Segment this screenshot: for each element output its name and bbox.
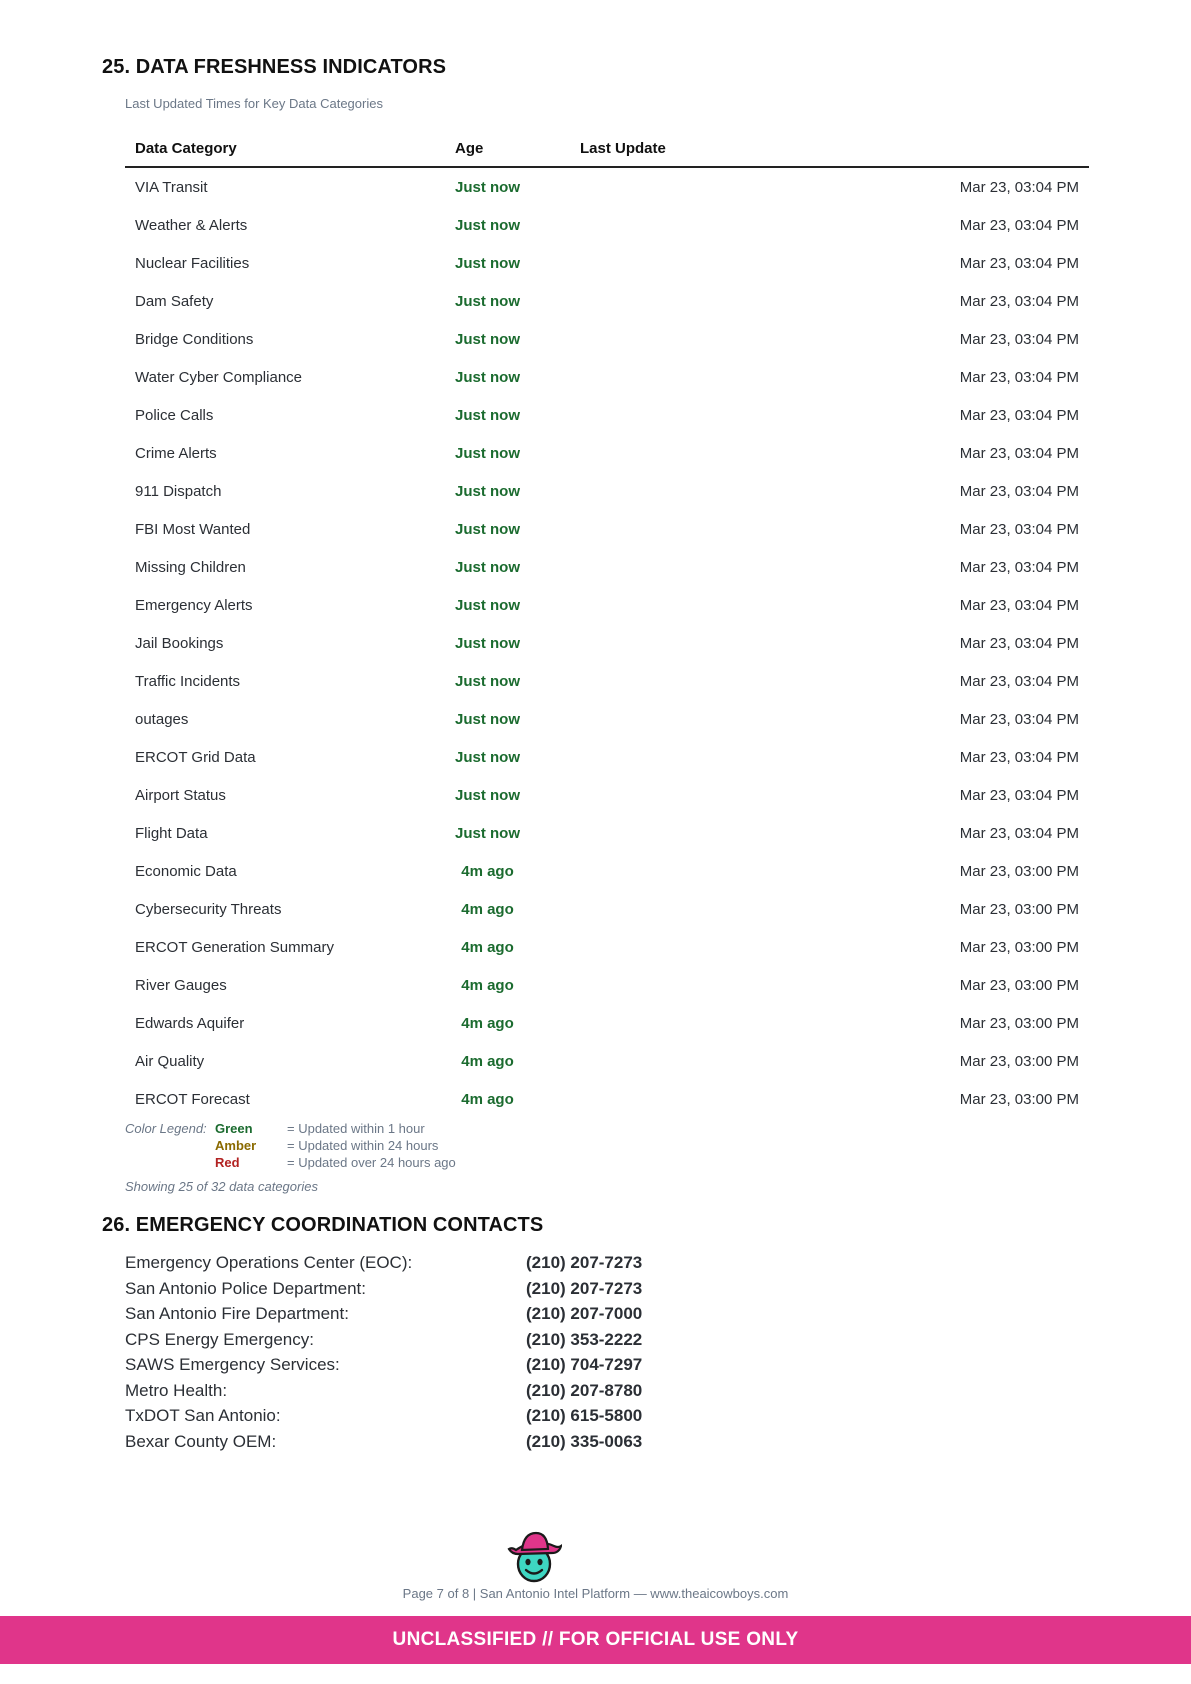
age-cell: Just now [455, 216, 521, 234]
data-category-cell: Missing Children [135, 558, 246, 576]
age-cell: Just now [455, 330, 521, 348]
data-category-cell: Traffic Incidents [135, 672, 241, 690]
table-row [125, 776, 1089, 814]
last-update-cell: Mar 23, 03:04 PM [959, 634, 1079, 652]
last-update-cell: Mar 23, 03:04 PM [959, 824, 1079, 842]
last-update-cell: Mar 23, 03:04 PM [959, 330, 1079, 348]
last-update-cell: Mar 23, 03:04 PM [959, 710, 1079, 728]
data-category-cell: outages [135, 710, 189, 728]
last-update-cell: Mar 23, 03:04 PM [959, 558, 1079, 576]
cowboy-mascot-icon [506, 1527, 562, 1583]
age-cell: 4m ago [461, 862, 514, 880]
table-header-row [125, 134, 1089, 167]
header-last-update: Last Update [570, 134, 1089, 167]
last-update-cell: Mar 23, 03:04 PM [959, 482, 1079, 500]
age-cell: Just now [455, 710, 521, 728]
table-row [125, 624, 1089, 662]
data-category-cell: Economic Data [135, 862, 237, 880]
contact-row [125, 1304, 725, 1330]
data-category-cell: ERCOT Grid Data [135, 748, 256, 766]
data-category-cell: Airport Status [135, 786, 226, 804]
data-category-cell: Water Cyber Compliance [135, 368, 302, 386]
data-category-cell: Police Calls [135, 406, 214, 424]
data-category-cell: Jail Bookings [135, 634, 224, 652]
age-cell: Just now [455, 406, 521, 424]
legend-desc: = Updated within 1 hour [287, 1121, 425, 1136]
data-category-cell: Crime Alerts [135, 444, 217, 462]
contact-name: Bexar County OEM: [125, 1431, 277, 1451]
table-row [125, 966, 1089, 1004]
contact-row [125, 1381, 725, 1407]
data-category-cell: Weather & Alerts [135, 216, 248, 234]
section-26-title: 26. EMERGENCY COORDINATION CONTACTS [102, 1214, 544, 1236]
age-cell: Just now [455, 444, 521, 462]
section-25-subtitle: Last Updated Times for Key Data Categories [125, 96, 383, 111]
last-update-cell: Mar 23, 03:04 PM [959, 596, 1079, 614]
contact-row [125, 1330, 725, 1356]
contact-phone: (210) 615-5800 [526, 1406, 643, 1425]
age-cell: Just now [455, 558, 521, 576]
last-update-cell: Mar 23, 03:00 PM [959, 976, 1079, 994]
contact-phone: (210) 335-0063 [526, 1431, 643, 1451]
data-category-cell: Dam Safety [135, 292, 214, 310]
table-row [125, 662, 1089, 700]
table-row [125, 700, 1089, 738]
age-cell: Just now [455, 520, 521, 538]
table-body [125, 167, 1089, 1118]
data-category-cell: ERCOT Generation Summary [135, 938, 334, 956]
table-row [125, 928, 1089, 966]
last-update-cell: Mar 23, 03:00 PM [959, 862, 1079, 880]
header-data-category: Data Category [125, 134, 445, 167]
last-update-cell: Mar 23, 03:04 PM [959, 672, 1079, 690]
legend-name: Red [215, 1155, 240, 1170]
last-update-cell: Mar 23, 03:04 PM [959, 786, 1079, 804]
contact-phone: (210) 207-8780 [526, 1380, 643, 1400]
last-update-cell: Mar 23, 03:00 PM [959, 1014, 1079, 1032]
table-row [125, 206, 1089, 244]
age-cell: Just now [455, 786, 521, 804]
data-category-cell: VIA Transit [135, 178, 208, 196]
age-cell: 4m ago [461, 1014, 514, 1032]
age-cell: Just now [455, 254, 521, 272]
contact-phone: (210) 704-7297 [526, 1355, 643, 1374]
table-row [125, 548, 1089, 586]
data-category-cell: Flight Data [135, 824, 208, 842]
table-row [125, 244, 1089, 282]
page-footer: Page 7 of 8 | San Antonio Intel Platform — www.theaicowboys.com [402, 1586, 789, 1601]
contact-row [125, 1432, 725, 1458]
contact-row [125, 1355, 725, 1381]
last-update-cell: Mar 23, 03:04 PM [959, 444, 1079, 462]
contact-name: Metro Health: [125, 1380, 228, 1400]
data-category-cell: ERCOT Forecast [135, 1090, 250, 1108]
contact-name: CPS Energy Emergency: [125, 1329, 314, 1349]
contact-name: TxDOT San Antonio: [125, 1406, 281, 1425]
table-row [125, 1042, 1089, 1080]
table-row [125, 852, 1089, 890]
age-cell: Just now [455, 634, 521, 652]
contact-name: San Antonio Fire Department: [125, 1304, 349, 1323]
table-row [125, 358, 1089, 396]
last-update-cell: Mar 23, 03:04 PM [959, 748, 1079, 766]
header-age: Age [445, 134, 570, 167]
contact-name: Emergency Operations Center (EOC): [125, 1253, 413, 1272]
legend-item-amber [215, 1138, 438, 1153]
legend-item-red [215, 1155, 456, 1170]
table-row [125, 890, 1089, 928]
last-update-cell: Mar 23, 03:00 PM [959, 1052, 1079, 1070]
age-cell: Just now [455, 368, 521, 386]
legend-name: Green [215, 1121, 253, 1136]
last-update-cell: Mar 23, 03:04 PM [959, 292, 1079, 310]
table-row [125, 320, 1089, 358]
contact-phone: (210) 207-7273 [526, 1253, 643, 1272]
last-update-cell: Mar 23, 03:04 PM [959, 216, 1079, 234]
age-cell: Just now [455, 178, 521, 196]
table-row [125, 434, 1089, 472]
contact-phone: (210) 207-7000 [526, 1304, 643, 1323]
table-row [125, 167, 1089, 206]
contact-phone: (210) 207-7273 [526, 1278, 643, 1298]
contact-row [125, 1253, 725, 1279]
last-update-cell: Mar 23, 03:00 PM [959, 900, 1079, 918]
last-update-cell: Mar 23, 03:04 PM [959, 406, 1079, 424]
table-row [125, 738, 1089, 776]
data-freshness-table [125, 134, 1089, 1118]
showing-count: Showing 25 of 32 data categories [125, 1179, 318, 1194]
classification-banner: UNCLASSIFIED // FOR OFFICIAL USE ONLY [0, 1616, 1191, 1664]
age-cell: 4m ago [461, 1090, 514, 1108]
contact-row [125, 1406, 725, 1432]
contact-name: SAWS Emergency Services: [125, 1355, 340, 1374]
last-update-cell: Mar 23, 03:04 PM [959, 254, 1079, 272]
age-cell: 4m ago [461, 938, 514, 956]
data-category-cell: Cybersecurity Threats [135, 900, 282, 918]
contact-row [125, 1279, 725, 1305]
last-update-cell: Mar 23, 03:04 PM [959, 178, 1079, 196]
last-update-cell: Mar 23, 03:00 PM [959, 1090, 1079, 1108]
table-row [125, 1080, 1089, 1118]
table-row [125, 814, 1089, 852]
age-cell: 4m ago [461, 976, 514, 994]
age-cell: Just now [455, 672, 521, 690]
data-category-cell: FBI Most Wanted [135, 520, 251, 538]
age-cell: Just now [455, 292, 521, 310]
age-cell: 4m ago [461, 900, 514, 918]
table-row [125, 586, 1089, 624]
emergency-contacts-list [125, 1253, 725, 1457]
contact-name: San Antonio Police Department: [125, 1278, 366, 1298]
legend-name: Amber [215, 1138, 257, 1153]
last-update-cell: Mar 23, 03:04 PM [959, 520, 1079, 538]
data-category-cell: 911 Dispatch [135, 482, 222, 500]
data-category-cell: River Gauges [135, 976, 227, 994]
table-row [125, 510, 1089, 548]
table-row [125, 472, 1089, 510]
age-cell: Just now [455, 824, 521, 842]
legend-desc: = Updated over 24 hours ago [287, 1155, 456, 1170]
data-category-cell: Nuclear Facilities [135, 254, 250, 272]
legend-item-green [215, 1121, 425, 1136]
age-cell: Just now [455, 748, 521, 766]
contact-phone: (210) 353-2222 [526, 1329, 643, 1349]
data-category-cell: Edwards Aquifer [135, 1014, 245, 1032]
age-cell: 4m ago [461, 1052, 514, 1070]
table-row [125, 396, 1089, 434]
age-cell: Just now [455, 482, 521, 500]
data-category-cell: Air Quality [135, 1052, 205, 1070]
legend-desc: = Updated within 24 hours [287, 1138, 439, 1153]
table-row [125, 282, 1089, 320]
data-category-cell: Bridge Conditions [135, 330, 254, 348]
table-row [125, 1004, 1089, 1042]
section-25-title: 25. DATA FRESHNESS INDICATORS [102, 56, 447, 78]
legend-label: Color Legend: [125, 1121, 207, 1136]
age-cell: Just now [455, 596, 521, 614]
data-category-cell: Emergency Alerts [135, 596, 253, 614]
last-update-cell: Mar 23, 03:04 PM [959, 368, 1079, 386]
last-update-cell: Mar 23, 03:00 PM [959, 938, 1079, 956]
